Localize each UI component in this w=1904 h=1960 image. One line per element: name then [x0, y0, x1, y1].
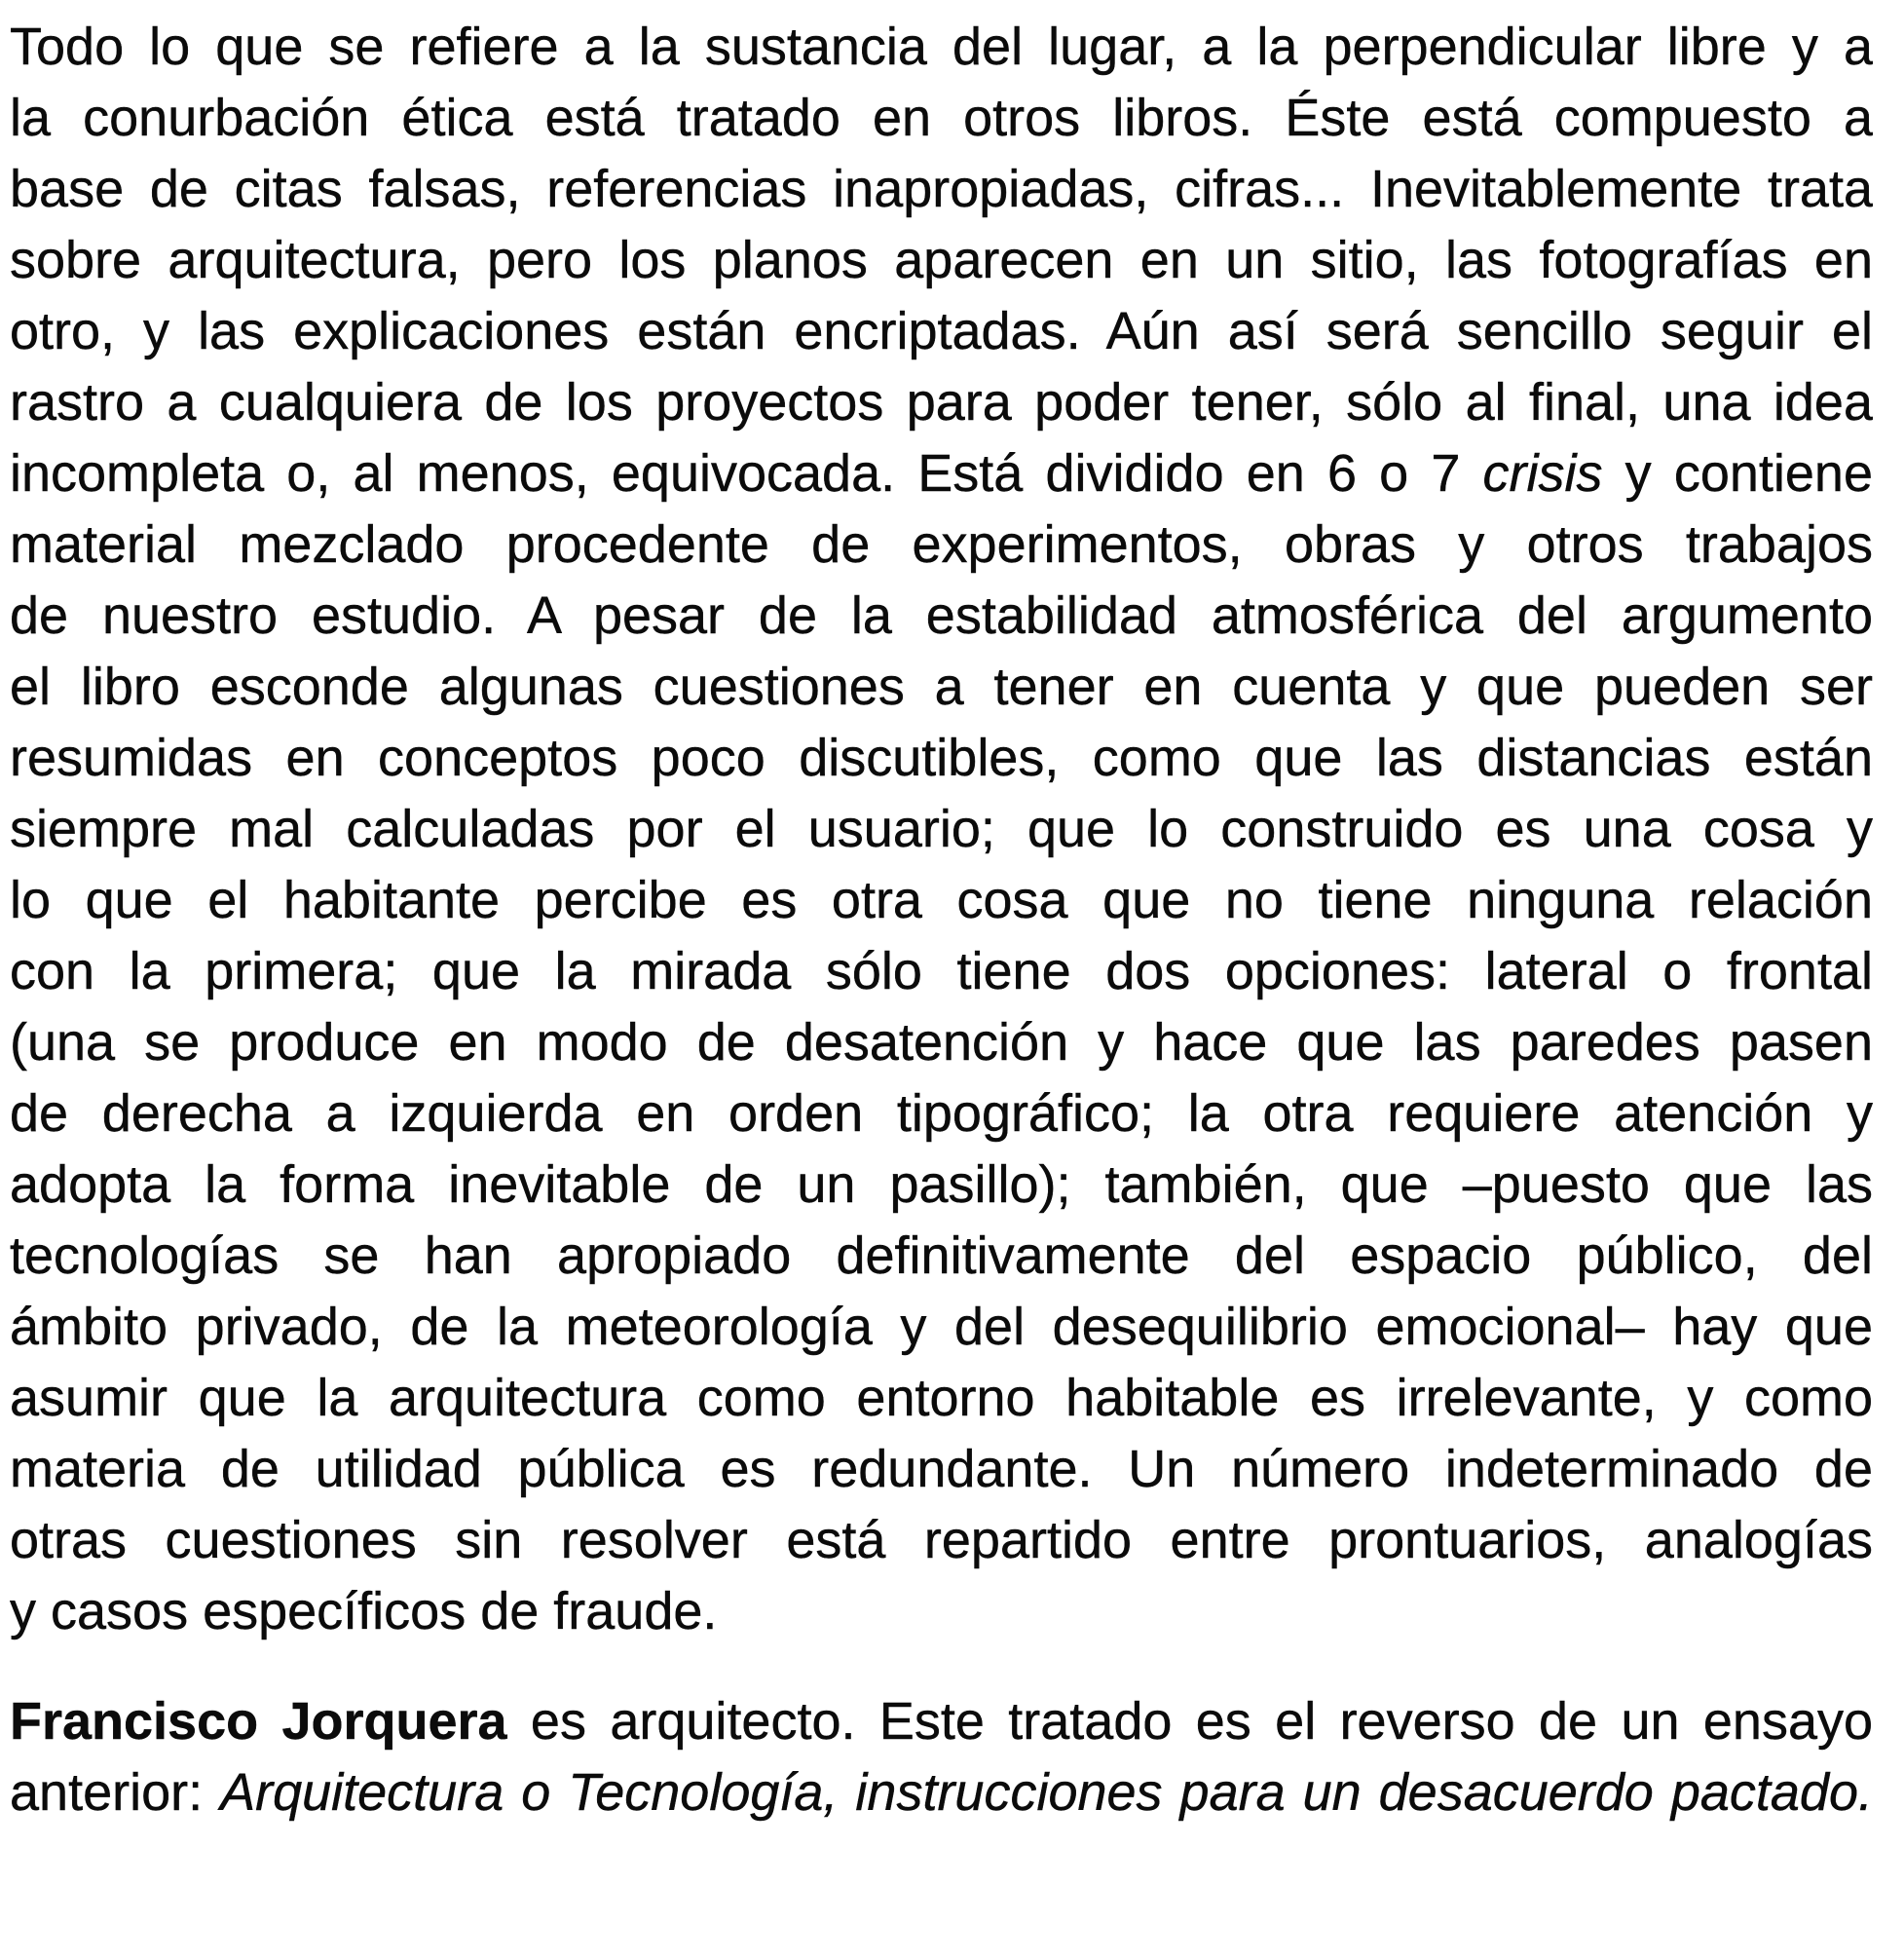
text-segment: es arquitecto. Este tratado es el reverso de un ensayo: [506, 1692, 1873, 1751]
text-line: base de citas falsas, referencias inapropiadas, cifras... Inevitablemente trata: [10, 160, 1873, 218]
book-title: Arquitectura o Tecnología, instrucciones para un desacuerdo pactado.: [220, 1763, 1873, 1822]
text-line: asumir que la arquitectura como entorno habitable es irrelevante, y como: [10, 1369, 1873, 1427]
text-line: resumidas en conceptos poco discutibles, como que las distancias están: [10, 729, 1873, 787]
italic-term-crisis: crisis: [1482, 444, 1603, 503]
text-line: (una se produce en modo de desatención y hace que las paredes pasen: [10, 1013, 1873, 1072]
text-segment: incompleta o, al menos, equivocada. Está dividido en 6 o 7: [10, 444, 1483, 503]
text-line: [10, 1686, 1873, 1757]
author-name: Francisco Jorquera: [10, 1692, 507, 1751]
text-line: material mezclado procedente de experimentos, obras y otros trabajos: [10, 515, 1873, 574]
text-line: materia de utilidad pública es redundante. Un número indeterminado de: [10, 1440, 1873, 1498]
text-line: ámbito privado, de la meteorología y del desequilibrio emocional– hay que: [10, 1298, 1873, 1356]
text-line: tecnologías se han apropiado definitivamente del espacio público, del: [10, 1226, 1873, 1285]
text-line: el libro esconde algunas cuestiones a tener en cuenta y que pueden ser: [10, 658, 1873, 716]
text-line: otro, y las explicaciones están encriptadas. Aún así será sencillo seguir el: [10, 302, 1873, 360]
text-line: y casos específicos de fraude.: [10, 1582, 718, 1640]
text-line: [10, 1757, 1873, 1828]
text-line: otras cuestiones sin resolver está repartido entre prontuarios, analogías: [10, 1511, 1873, 1569]
text-line: con la primera; que la mirada sólo tiene dos opciones: lateral o frontal: [10, 942, 1873, 1000]
text-line: de derecha a izquierda en orden tipográfico; la otra requiere atención y: [10, 1084, 1873, 1143]
text-line: siempre mal calculadas por el usuario; que lo construido es una cosa y: [10, 800, 1873, 858]
text-line: [10, 438, 1873, 509]
author-paragraph: [10, 1686, 1873, 1828]
text-line: rastro a cualquiera de los proyectos para poder tener, sólo al final, una idea: [10, 373, 1873, 432]
text-line: Todo lo que se refiere a la sustancia del lugar, a la perpendicular libre y a: [10, 18, 1873, 76]
text-segment: anterior:: [10, 1763, 221, 1822]
text-line: adopta la forma inevitable de un pasillo); también, que –puesto que las: [10, 1155, 1873, 1214]
text-line: sobre arquitectura, pero los planos aparecen en un sitio, las fotografías en: [10, 231, 1873, 289]
text-line: de nuestro estudio. A pesar de la estabilidad atmosférica del argumento: [10, 586, 1873, 645]
text-segment: y contiene: [1602, 444, 1873, 503]
intro-paragraph: [10, 12, 1873, 1647]
text-line: la conurbación ética está tratado en otros libros. Éste está compuesto a: [10, 89, 1873, 147]
text-line: lo que el habitante percibe es otra cosa que no tiene ninguna relación: [10, 871, 1873, 929]
